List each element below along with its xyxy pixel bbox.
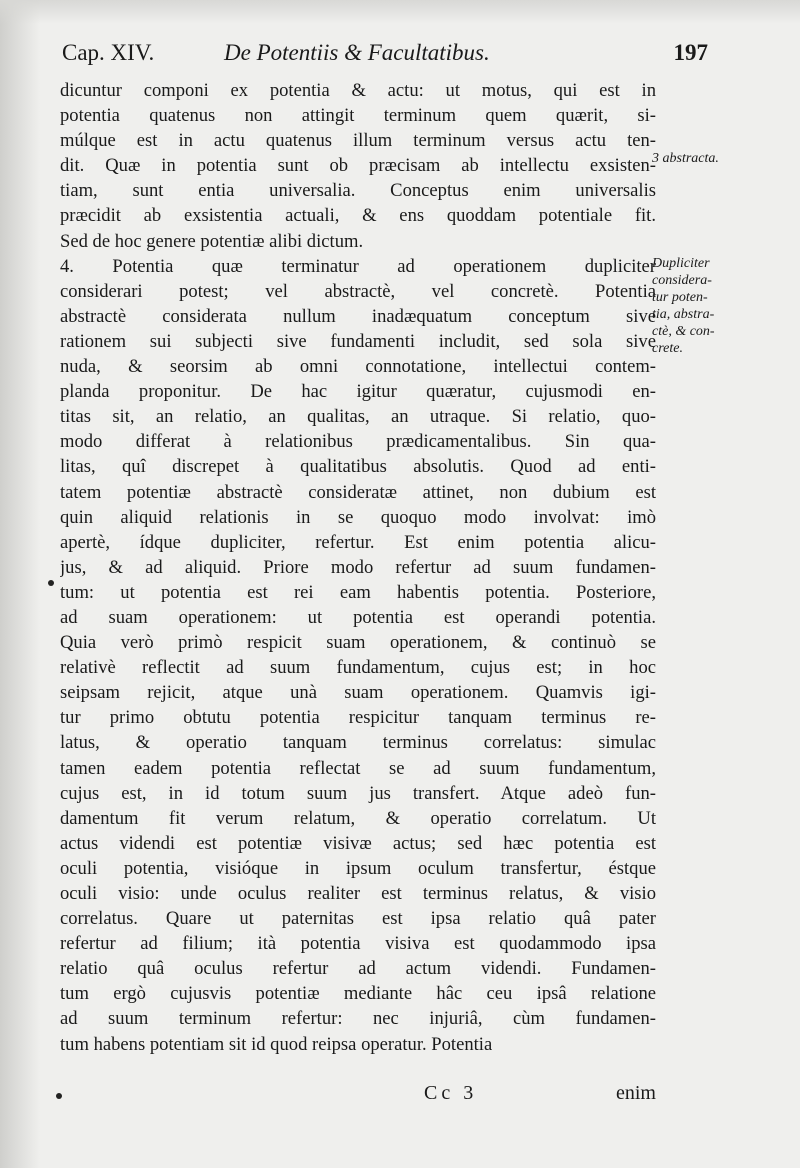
text-line: tum: ut potentia est rei eam habentis potentia. Posteriore, [60,581,656,603]
margin-note-dupliciter [652,255,747,357]
text-line: abstractè considerata nullum inadæquatum conceptum sive [60,305,656,327]
text-line: præcidit ab exsistentia actuali, & ens quoddam potentiale fit. [60,205,656,227]
text-line: litas, quî discrepet à qualitatibus absolutis. Quod ad enti- [60,456,656,478]
text-line: tur primo obtutu potentia respicitur tanquam terminus re- [60,707,656,729]
text-line: modo differat à relationibus prædicamentalibus. Sin qua- [60,431,656,453]
page-number: 197 [673,40,708,65]
text-line: Quia verò primò respicit suam operationem, & continuò se [60,632,656,654]
text-line: quin aliquid relationis in se quoquo modo involvat: imò [60,506,656,528]
signature-mark: Cc 3 [424,1082,478,1104]
text-line: nuda, & seorsim ab omni connotatione, intellectui contem- [60,356,656,378]
margin-note-line: tur poten- [652,290,708,305]
text-line: relativè reflectit ad suum fundamentum, cujus est; in hoc [60,657,656,679]
margin-note-line: ctè, & con- [652,324,715,339]
ink-mark [48,580,54,586]
text-line: rationem sui subjecti sive fundamenti includit, sed sola sive [60,330,656,352]
text-line: jus, & ad aliquid. Priore modo refertur ad suum fundamen- [60,556,656,578]
running-title: De Potentiis & Facultatibus. [224,40,490,65]
text-line: múlque est in actu quatenus illum terminum versus actu ten- [60,130,656,152]
text-line: Sed de hoc genere potentiæ alibi dictum. [60,230,364,252]
text-line: refertur ad filium; ità potentia visiva est quodammodo ipsa [60,933,656,955]
text-line: latus, & operatio tanquam terminus correlatus: simulac [60,732,656,754]
text-line: tiam, sunt entia universalia. Conceptus enim universalis [60,180,656,202]
margin-note-line: tia, abstra- [652,307,715,322]
text-line: relatio quâ oculus refertur ad actum videndi. Fundamen- [60,958,656,980]
text-line: tum ergò cujusvis potentiæ mediante hâc ceu ipsâ relatione [60,983,656,1005]
text-line: ad suum terminum refertur: nec injuriâ, cùm fundamen- [60,1008,656,1030]
text-line: considerari potest; vel abstractè, vel concretè. Potentia [60,280,656,302]
page-footer [60,1082,680,1112]
text-line: titas sit, an relatio, an qualitas, an utraque. Si relatio, quo- [60,406,656,428]
text-line: cujus est, in id totum suum jus transfert. Atque adeò fun- [60,782,656,804]
text-line: dicuntur componi ex potentia & actu: ut motus, qui est in [60,80,656,101]
text-line: 4. Potentia quæ terminatur ad operationem dupliciter [60,255,656,277]
text-line: tamen eadem potentia reflectat se ad suum fundamentum, [60,757,656,779]
text-line: correlatus. Quare ut paternitas est ipsa relatio quâ pater [60,908,656,930]
text-line: tatem potentiæ abstractè consideratæ attinet, non dubium est [60,481,656,503]
text-line: damentum fit verum relatum, & operatio correlatum. Ut [60,807,656,829]
text-line: oculi potentia, visióque in ipsum oculum transfertur, éstque [60,857,656,879]
text-line: apertè, ídque dupliciter, refertur. Est enim potentia alicu- [60,531,656,553]
page-gutter-shadow [0,0,40,1168]
text-line: seipsam rejicit, atque unà suam operationem. Quamvis igi- [60,682,656,704]
chapter-label: Cap. XIV. [62,40,155,65]
page-top-shadow [0,0,800,24]
margin-note-line: Dupliciter [652,256,710,271]
margin-note-line: considera- [652,273,712,288]
text-line: potentia quatenus non attingit terminum quem quærit, si- [60,105,656,127]
margin-note-line: crete. [652,341,683,356]
text-line: actus videndi est potentiæ visivæ actus; sed hæc potentia est [60,832,656,854]
text-line: planda proponitur. De hac igitur quæratur, cujusmodi en- [60,381,656,403]
body-text [60,78,656,1057]
text-line: oculi visio: unde oculus realiter est terminus relatus, & visio [60,883,656,904]
text-line: ad suam operationem: ut potentia est operandi potentia. [60,606,656,628]
text-line: dit. Quæ in potentia sunt ob præcisam ab intellectu exsisten- [60,155,656,177]
text-line: tum habens potentiam sit id quod reipsa operatur. Potentia [60,1033,493,1055]
catchword: enim [616,1082,656,1104]
margin-note-abstracta: 3 abstracta. [652,151,719,166]
running-header [62,40,708,76]
